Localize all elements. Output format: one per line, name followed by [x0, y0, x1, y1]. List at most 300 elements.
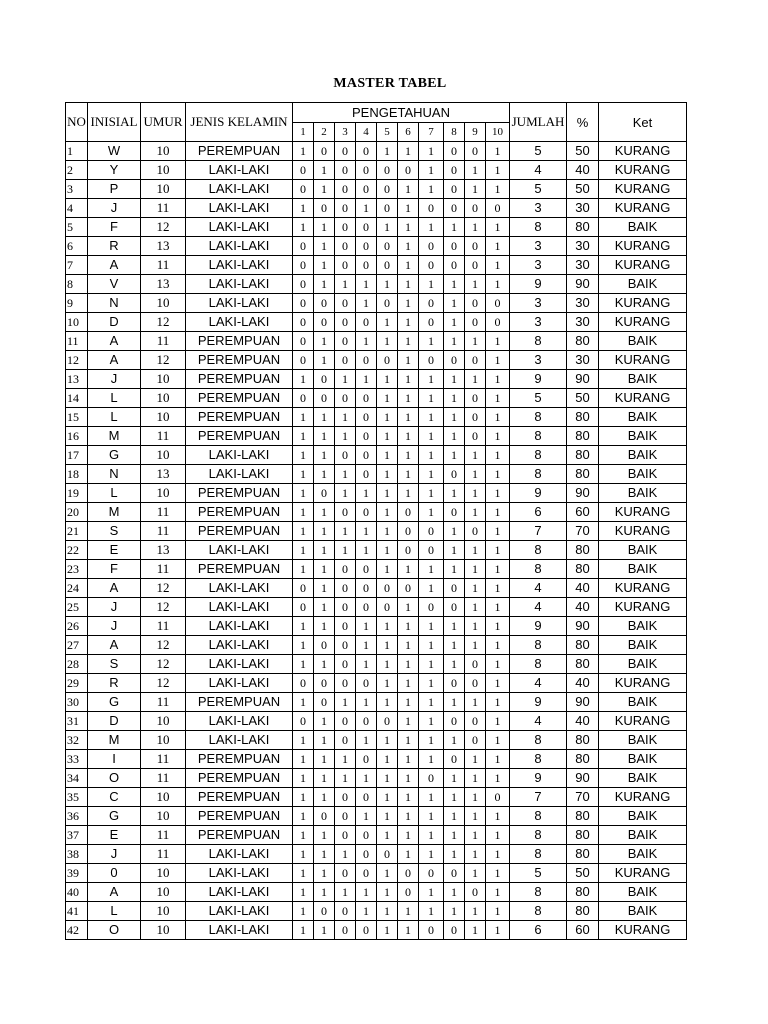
cell-no: 1 [66, 142, 88, 161]
table-row [66, 845, 687, 864]
cell-pengetahuan-answer: 1 [398, 598, 419, 617]
cell-pengetahuan-answer: 1 [314, 560, 335, 579]
cell-inisial: J [88, 199, 141, 218]
table-row [66, 636, 687, 655]
cell-pengetahuan-answer: 1 [398, 256, 419, 275]
cell-persen: 40 [567, 674, 599, 693]
cell-pengetahuan-answer: 1 [444, 826, 465, 845]
cell-pengetahuan-answer: 0 [293, 674, 314, 693]
cell-pengetahuan-answer: 0 [419, 921, 444, 940]
cell-ket: KURANG [599, 598, 687, 617]
cell-persen: 90 [567, 769, 599, 788]
cell-pengetahuan-answer: 1 [419, 389, 444, 408]
cell-jenis-kelamin: PEREMPUAN [186, 370, 293, 389]
cell-pengetahuan-answer: 1 [377, 313, 398, 332]
cell-persen: 40 [567, 712, 599, 731]
cell-pengetahuan-answer: 1 [419, 788, 444, 807]
cell-ket: KURANG [599, 256, 687, 275]
cell-pengetahuan-answer: 1 [335, 484, 356, 503]
cell-pengetahuan-answer: 1 [377, 617, 398, 636]
cell-pengetahuan-answer: 1 [419, 332, 444, 351]
cell-pengetahuan-answer: 1 [486, 218, 510, 237]
cell-persen: 80 [567, 446, 599, 465]
cell-persen: 80 [567, 465, 599, 484]
cell-umur: 12 [141, 636, 186, 655]
cell-pengetahuan-answer: 1 [314, 218, 335, 237]
cell-pengetahuan-answer: 1 [486, 636, 510, 655]
table-row [66, 199, 687, 218]
cell-pengetahuan-answer: 1 [398, 712, 419, 731]
cell-no: 6 [66, 237, 88, 256]
table-row [66, 921, 687, 940]
cell-umur: 10 [141, 142, 186, 161]
cell-pengetahuan-answer: 1 [419, 465, 444, 484]
table-row [66, 769, 687, 788]
table-row [66, 370, 687, 389]
cell-persen: 80 [567, 655, 599, 674]
cell-jenis-kelamin: PEREMPUAN [186, 807, 293, 826]
cell-pengetahuan-answer: 0 [335, 237, 356, 256]
cell-inisial: G [88, 693, 141, 712]
cell-pengetahuan-answer: 1 [293, 902, 314, 921]
cell-pengetahuan-answer: 0 [444, 503, 465, 522]
page-title: MASTER TABEL [333, 76, 447, 91]
cell-ket: KURANG [599, 522, 687, 541]
cell-pengetahuan-answer: 0 [465, 389, 486, 408]
cell-pengetahuan-answer: 0 [293, 294, 314, 313]
cell-pengetahuan-answer: 0 [377, 845, 398, 864]
cell-umur: 11 [141, 693, 186, 712]
cell-persen: 70 [567, 522, 599, 541]
question-number-header: 5 [377, 122, 398, 142]
cell-no: 29 [66, 674, 88, 693]
table-row [66, 503, 687, 522]
cell-jumlah: 8 [510, 845, 567, 864]
cell-ket: BAIK [599, 541, 687, 560]
cell-pengetahuan-answer: 1 [356, 617, 377, 636]
table-row [66, 161, 687, 180]
cell-pengetahuan-answer: 1 [465, 465, 486, 484]
cell-pengetahuan-answer: 1 [377, 370, 398, 389]
cell-pengetahuan-answer: 1 [293, 522, 314, 541]
cell-pengetahuan-answer: 1 [377, 522, 398, 541]
cell-pengetahuan-answer: 1 [314, 275, 335, 294]
cell-jumlah: 3 [510, 199, 567, 218]
cell-pengetahuan-answer: 0 [293, 389, 314, 408]
cell-pengetahuan-answer: 0 [398, 579, 419, 598]
cell-pengetahuan-answer: 0 [465, 522, 486, 541]
cell-pengetahuan-answer: 1 [377, 465, 398, 484]
cell-pengetahuan-answer: 1 [465, 503, 486, 522]
cell-pengetahuan-answer: 1 [486, 750, 510, 769]
cell-pengetahuan-answer: 0 [465, 294, 486, 313]
cell-ket: BAIK [599, 560, 687, 579]
cell-pengetahuan-answer: 1 [293, 484, 314, 503]
cell-pengetahuan-answer: 1 [486, 427, 510, 446]
cell-pengetahuan-answer: 0 [356, 446, 377, 465]
cell-pengetahuan-answer: 0 [465, 712, 486, 731]
table-row [66, 446, 687, 465]
cell-persen: 80 [567, 541, 599, 560]
cell-pengetahuan-answer: 1 [314, 864, 335, 883]
cell-inisial: M [88, 503, 141, 522]
cell-persen: 50 [567, 142, 599, 161]
cell-persen: 40 [567, 579, 599, 598]
cell-pengetahuan-answer: 1 [486, 598, 510, 617]
cell-inisial: A [88, 636, 141, 655]
question-number-header: 3 [335, 122, 356, 142]
cell-pengetahuan-answer: 0 [398, 864, 419, 883]
cell-pengetahuan-answer: 1 [419, 161, 444, 180]
cell-jumlah: 5 [510, 864, 567, 883]
cell-no: 18 [66, 465, 88, 484]
table-row [66, 237, 687, 256]
cell-jenis-kelamin: LAKI-LAKI [186, 674, 293, 693]
cell-pengetahuan-answer: 1 [465, 275, 486, 294]
cell-pengetahuan-answer: 0 [335, 161, 356, 180]
cell-ket: BAIK [599, 769, 687, 788]
cell-pengetahuan-answer: 0 [335, 560, 356, 579]
cell-jumlah: 9 [510, 275, 567, 294]
cell-jenis-kelamin: LAKI-LAKI [186, 883, 293, 902]
cell-pengetahuan-answer: 0 [465, 199, 486, 218]
cell-jenis-kelamin: LAKI-LAKI [186, 636, 293, 655]
cell-pengetahuan-answer: 1 [398, 218, 419, 237]
cell-umur: 10 [141, 180, 186, 199]
cell-no: 42 [66, 921, 88, 940]
cell-umur: 11 [141, 617, 186, 636]
cell-pengetahuan-answer: 1 [398, 636, 419, 655]
cell-jumlah: 8 [510, 427, 567, 446]
cell-jenis-kelamin: PEREMPUAN [186, 750, 293, 769]
cell-pengetahuan-answer: 0 [335, 902, 356, 921]
cell-pengetahuan-answer: 1 [398, 826, 419, 845]
cell-jumlah: 9 [510, 484, 567, 503]
cell-pengetahuan-answer: 0 [465, 313, 486, 332]
cell-persen: 80 [567, 427, 599, 446]
cell-pengetahuan-answer: 0 [356, 142, 377, 161]
cell-pengetahuan-answer: 0 [444, 579, 465, 598]
table-row [66, 655, 687, 674]
cell-pengetahuan-answer: 1 [314, 731, 335, 750]
table-row [66, 332, 687, 351]
cell-pengetahuan-answer: 1 [377, 902, 398, 921]
cell-pengetahuan-answer: 0 [419, 313, 444, 332]
cell-pengetahuan-answer: 1 [486, 408, 510, 427]
cell-pengetahuan-answer: 1 [486, 731, 510, 750]
cell-ket: BAIK [599, 408, 687, 427]
cell-persen: 80 [567, 560, 599, 579]
cell-pengetahuan-answer: 0 [335, 313, 356, 332]
cell-umur: 11 [141, 522, 186, 541]
cell-pengetahuan-answer: 0 [293, 598, 314, 617]
cell-ket: BAIK [599, 332, 687, 351]
cell-no: 32 [66, 731, 88, 750]
cell-umur: 10 [141, 294, 186, 313]
cell-umur: 11 [141, 332, 186, 351]
cell-pengetahuan-answer: 0 [356, 598, 377, 617]
cell-jumlah: 8 [510, 826, 567, 845]
cell-pengetahuan-answer: 1 [293, 408, 314, 427]
cell-umur: 10 [141, 864, 186, 883]
cell-pengetahuan-answer: 1 [335, 693, 356, 712]
cell-pengetahuan-answer: 1 [486, 712, 510, 731]
cell-no: 24 [66, 579, 88, 598]
cell-pengetahuan-answer: 1 [377, 788, 398, 807]
cell-ket: KURANG [599, 142, 687, 161]
cell-pengetahuan-answer: 0 [335, 826, 356, 845]
cell-inisial: 0 [88, 864, 141, 883]
cell-no: 15 [66, 408, 88, 427]
cell-pengetahuan-answer: 0 [293, 256, 314, 275]
cell-pengetahuan-answer: 1 [486, 465, 510, 484]
cell-pengetahuan-answer: 1 [335, 845, 356, 864]
cell-pengetahuan-answer: 1 [486, 161, 510, 180]
cell-pengetahuan-answer: 0 [444, 864, 465, 883]
cell-pengetahuan-answer: 1 [398, 693, 419, 712]
cell-jenis-kelamin: LAKI-LAKI [186, 731, 293, 750]
table-row [66, 750, 687, 769]
cell-pengetahuan-answer: 1 [356, 769, 377, 788]
cell-pengetahuan-answer: 0 [335, 788, 356, 807]
cell-pengetahuan-answer: 1 [356, 332, 377, 351]
cell-pengetahuan-answer: 0 [293, 180, 314, 199]
cell-inisial: R [88, 237, 141, 256]
cell-pengetahuan-answer: 0 [486, 199, 510, 218]
cell-pengetahuan-answer: 1 [356, 636, 377, 655]
cell-pengetahuan-answer: 0 [444, 161, 465, 180]
cell-persen: 80 [567, 218, 599, 237]
cell-pengetahuan-answer: 0 [377, 351, 398, 370]
cell-no: 14 [66, 389, 88, 408]
cell-pengetahuan-answer: 0 [356, 845, 377, 864]
cell-pengetahuan-answer: 0 [377, 161, 398, 180]
cell-pengetahuan-answer: 0 [335, 294, 356, 313]
table-row [66, 560, 687, 579]
cell-pengetahuan-answer: 1 [293, 731, 314, 750]
cell-pengetahuan-answer: 1 [465, 921, 486, 940]
cell-pengetahuan-answer: 1 [398, 313, 419, 332]
cell-pengetahuan-answer: 1 [398, 351, 419, 370]
cell-pengetahuan-answer: 1 [465, 769, 486, 788]
cell-ket: KURANG [599, 389, 687, 408]
cell-persen: 80 [567, 731, 599, 750]
cell-ket: BAIK [599, 883, 687, 902]
cell-pengetahuan-answer: 1 [486, 180, 510, 199]
cell-pengetahuan-answer: 1 [486, 579, 510, 598]
cell-umur: 13 [141, 465, 186, 484]
cell-pengetahuan-answer: 1 [293, 788, 314, 807]
cell-umur: 12 [141, 351, 186, 370]
cell-ket: BAIK [599, 275, 687, 294]
cell-jenis-kelamin: LAKI-LAKI [186, 921, 293, 940]
cell-pengetahuan-answer: 1 [398, 294, 419, 313]
cell-pengetahuan-answer: 0 [444, 351, 465, 370]
cell-pengetahuan-answer: 0 [398, 522, 419, 541]
cell-pengetahuan-answer: 1 [444, 636, 465, 655]
question-number-header: 2 [314, 122, 335, 142]
table-row [66, 180, 687, 199]
cell-umur: 11 [141, 826, 186, 845]
table-row [66, 427, 687, 446]
cell-pengetahuan-answer: 1 [314, 845, 335, 864]
cell-pengetahuan-answer: 0 [335, 674, 356, 693]
cell-no: 37 [66, 826, 88, 845]
cell-pengetahuan-answer: 0 [398, 161, 419, 180]
table-row [66, 465, 687, 484]
cell-no: 35 [66, 788, 88, 807]
cell-pengetahuan-answer: 1 [335, 408, 356, 427]
cell-pengetahuan-answer: 1 [377, 769, 398, 788]
cell-pengetahuan-answer: 1 [465, 370, 486, 389]
cell-no: 19 [66, 484, 88, 503]
cell-pengetahuan-answer: 1 [398, 484, 419, 503]
cell-jenis-kelamin: LAKI-LAKI [186, 294, 293, 313]
cell-persen: 80 [567, 845, 599, 864]
table-header [66, 103, 687, 142]
cell-pengetahuan-answer: 1 [398, 769, 419, 788]
cell-pengetahuan-answer: 0 [335, 180, 356, 199]
table-row [66, 218, 687, 237]
cell-pengetahuan-answer: 1 [377, 655, 398, 674]
cell-pengetahuan-answer: 1 [419, 218, 444, 237]
cell-umur: 10 [141, 883, 186, 902]
cell-pengetahuan-answer: 1 [356, 731, 377, 750]
cell-no: 9 [66, 294, 88, 313]
cell-pengetahuan-answer: 1 [314, 788, 335, 807]
cell-pengetahuan-answer: 1 [465, 484, 486, 503]
cell-no: 16 [66, 427, 88, 446]
cell-pengetahuan-answer: 0 [486, 788, 510, 807]
cell-jumlah: 8 [510, 446, 567, 465]
cell-pengetahuan-answer: 1 [486, 503, 510, 522]
cell-pengetahuan-answer: 1 [486, 902, 510, 921]
cell-pengetahuan-answer: 1 [314, 427, 335, 446]
cell-pengetahuan-answer: 1 [419, 427, 444, 446]
cell-jumlah: 3 [510, 351, 567, 370]
cell-pengetahuan-answer: 0 [293, 275, 314, 294]
cell-pengetahuan-answer: 0 [314, 807, 335, 826]
cell-no: 33 [66, 750, 88, 769]
cell-pengetahuan-answer: 1 [377, 541, 398, 560]
cell-pengetahuan-answer: 1 [314, 921, 335, 940]
cell-pengetahuan-answer: 1 [419, 142, 444, 161]
cell-pengetahuan-answer: 0 [398, 541, 419, 560]
header-umur: UMUR [141, 103, 186, 142]
cell-no: 31 [66, 712, 88, 731]
cell-pengetahuan-answer: 0 [465, 351, 486, 370]
cell-jenis-kelamin: LAKI-LAKI [186, 180, 293, 199]
cell-jenis-kelamin: LAKI-LAKI [186, 313, 293, 332]
cell-pengetahuan-answer: 0 [335, 199, 356, 218]
cell-jumlah: 3 [510, 256, 567, 275]
cell-pengetahuan-answer: 1 [314, 579, 335, 598]
cell-no: 40 [66, 883, 88, 902]
table-row [66, 788, 687, 807]
cell-pengetahuan-answer: 1 [465, 446, 486, 465]
cell-pengetahuan-answer: 1 [377, 731, 398, 750]
cell-persen: 30 [567, 294, 599, 313]
cell-pengetahuan-answer: 1 [465, 560, 486, 579]
cell-pengetahuan-answer: 1 [465, 845, 486, 864]
cell-pengetahuan-answer: 1 [314, 256, 335, 275]
cell-jenis-kelamin: LAKI-LAKI [186, 617, 293, 636]
cell-pengetahuan-answer: 0 [335, 864, 356, 883]
cell-pengetahuan-answer: 0 [314, 674, 335, 693]
cell-pengetahuan-answer: 1 [486, 883, 510, 902]
cell-pengetahuan-answer: 1 [465, 750, 486, 769]
cell-pengetahuan-answer: 0 [356, 503, 377, 522]
header-persen: % [567, 103, 599, 142]
cell-pengetahuan-answer: 1 [293, 142, 314, 161]
cell-pengetahuan-answer: 1 [419, 674, 444, 693]
cell-pengetahuan-answer: 1 [398, 275, 419, 294]
cell-jenis-kelamin: PEREMPUAN [186, 788, 293, 807]
cell-pengetahuan-answer: 0 [377, 199, 398, 218]
cell-no: 10 [66, 313, 88, 332]
cell-jenis-kelamin: PEREMPUAN [186, 351, 293, 370]
cell-pengetahuan-answer: 1 [314, 180, 335, 199]
cell-pengetahuan-answer: 0 [356, 579, 377, 598]
cell-jumlah: 8 [510, 560, 567, 579]
cell-pengetahuan-answer: 0 [335, 807, 356, 826]
cell-pengetahuan-answer: 0 [314, 142, 335, 161]
cell-pengetahuan-answer: 1 [293, 636, 314, 655]
cell-pengetahuan-answer: 0 [444, 921, 465, 940]
cell-jumlah: 8 [510, 465, 567, 484]
cell-pengetahuan-answer: 1 [486, 332, 510, 351]
cell-pengetahuan-answer: 1 [486, 617, 510, 636]
cell-pengetahuan-answer: 1 [335, 465, 356, 484]
cell-pengetahuan-answer: 0 [444, 142, 465, 161]
cell-persen: 90 [567, 484, 599, 503]
cell-no: 38 [66, 845, 88, 864]
cell-inisial: A [88, 579, 141, 598]
cell-pengetahuan-answer: 1 [419, 712, 444, 731]
cell-jumlah: 8 [510, 636, 567, 655]
cell-pengetahuan-answer: 0 [335, 598, 356, 617]
cell-pengetahuan-answer: 0 [356, 256, 377, 275]
cell-ket: BAIK [599, 427, 687, 446]
cell-pengetahuan-answer: 1 [486, 845, 510, 864]
cell-pengetahuan-answer: 0 [335, 579, 356, 598]
question-number-header: 4 [356, 122, 377, 142]
cell-pengetahuan-answer: 1 [444, 769, 465, 788]
cell-inisial: L [88, 484, 141, 503]
cell-pengetahuan-answer: 1 [486, 370, 510, 389]
cell-jenis-kelamin: LAKI-LAKI [186, 218, 293, 237]
cell-pengetahuan-answer: 1 [444, 408, 465, 427]
cell-jumlah: 4 [510, 579, 567, 598]
cell-pengetahuan-answer: 1 [486, 674, 510, 693]
cell-pengetahuan-answer: 0 [335, 731, 356, 750]
cell-persen: 80 [567, 750, 599, 769]
cell-pengetahuan-answer: 0 [335, 655, 356, 674]
cell-ket: KURANG [599, 237, 687, 256]
cell-pengetahuan-answer: 1 [377, 674, 398, 693]
cell-ket: BAIK [599, 636, 687, 655]
cell-inisial: P [88, 180, 141, 199]
cell-pengetahuan-answer: 1 [486, 826, 510, 845]
cell-pengetahuan-answer: 0 [335, 446, 356, 465]
cell-pengetahuan-answer: 1 [335, 275, 356, 294]
cell-pengetahuan-answer: 0 [335, 142, 356, 161]
cell-pengetahuan-answer: 1 [356, 370, 377, 389]
cell-no: 27 [66, 636, 88, 655]
cell-pengetahuan-answer: 0 [398, 883, 419, 902]
cell-pengetahuan-answer: 1 [377, 693, 398, 712]
cell-pengetahuan-answer: 1 [398, 560, 419, 579]
